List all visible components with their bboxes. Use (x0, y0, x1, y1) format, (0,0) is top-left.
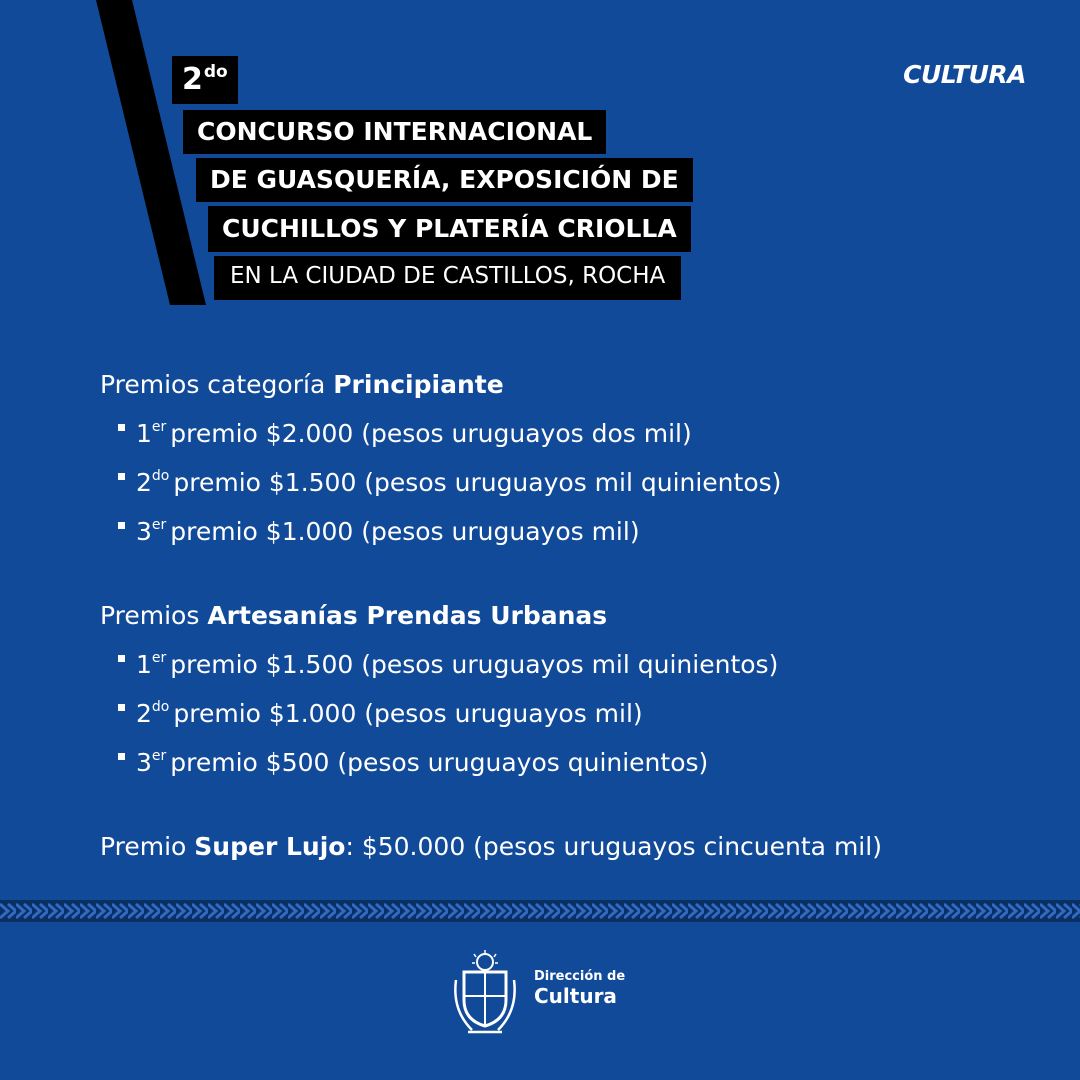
title-line-2: DE GUASQUERÍA, EXPOSICIÓN DE (196, 158, 693, 202)
prize-ordinal-suffix: er (151, 650, 167, 666)
braid-divider (0, 900, 1080, 922)
section-title-bold: Principiante (333, 370, 504, 399)
section-title (100, 595, 984, 637)
footer-department (534, 970, 625, 1008)
prize-ordinal-suffix: do (151, 468, 170, 484)
section-principiante (100, 364, 984, 553)
prize-ordinal: 3 (136, 517, 152, 546)
department-crest-icon (452, 950, 518, 1036)
prize-list (100, 406, 984, 553)
prize-item (118, 455, 984, 504)
edition-suffix: do (203, 62, 228, 82)
super-prize-text: : $50.000 (pesos uruguayos cincuenta mil) (345, 832, 882, 861)
prize-text: premio $1.500 (pesos uruguayos mil quinientos) (170, 650, 779, 679)
section-title-prefix: Premios categoría (100, 370, 334, 399)
title-line-4: EN LA CIUDAD DE CASTILLOS, ROCHA (214, 256, 681, 300)
prize-ordinal: 1 (136, 419, 152, 448)
super-prize-prefix: Premio (100, 832, 195, 861)
footer-line-1: Dirección de (534, 969, 626, 984)
super-prize-bold: Super Lujo (194, 832, 346, 861)
section-title (100, 364, 984, 406)
prize-ordinal-suffix: er (151, 517, 167, 533)
prize-text: premio $2.000 (pesos uruguayos dos mil) (170, 419, 692, 448)
prize-ordinal: 1 (136, 650, 152, 679)
prize-ordinal: 2 (136, 468, 152, 497)
brand-logo-text: CULTURA (903, 60, 1026, 89)
edition-number: 2 (182, 62, 203, 97)
prize-text: premio $500 (pesos uruguayos quinientos) (170, 748, 709, 777)
prize-text: premio $1.000 (pesos uruguayos mil) (173, 699, 643, 728)
prize-item (118, 735, 984, 784)
section-title-prefix: Premios (100, 601, 208, 630)
title-line-3: CUCHILLOS Y PLATERÍA CRIOLLA (208, 206, 691, 252)
prize-ordinal-suffix: er (151, 748, 167, 764)
footer-line-2: Cultura (534, 983, 617, 1008)
edition-label (172, 56, 238, 104)
prize-ordinal: 3 (136, 748, 152, 777)
prize-ordinal-suffix: do (151, 699, 170, 715)
prize-list (100, 637, 984, 784)
prize-item (118, 637, 984, 686)
prize-item (118, 406, 984, 455)
prize-item (118, 686, 984, 735)
title-line-1: CONCURSO INTERNACIONAL (183, 110, 606, 154)
prize-content (100, 364, 984, 868)
prize-text: premio $1.000 (pesos uruguayos mil) (170, 517, 640, 546)
section-title-bold: Artesanías Prendas Urbanas (207, 601, 608, 630)
section-artesanias (100, 595, 984, 784)
prize-item (118, 504, 984, 553)
title-block (0, 0, 1080, 320)
prize-text: premio $1.500 (pesos uruguayos mil quinientos) (173, 468, 782, 497)
super-lujo-prize (100, 826, 984, 868)
prize-ordinal-suffix: er (151, 419, 167, 435)
prize-ordinal: 2 (136, 699, 152, 728)
